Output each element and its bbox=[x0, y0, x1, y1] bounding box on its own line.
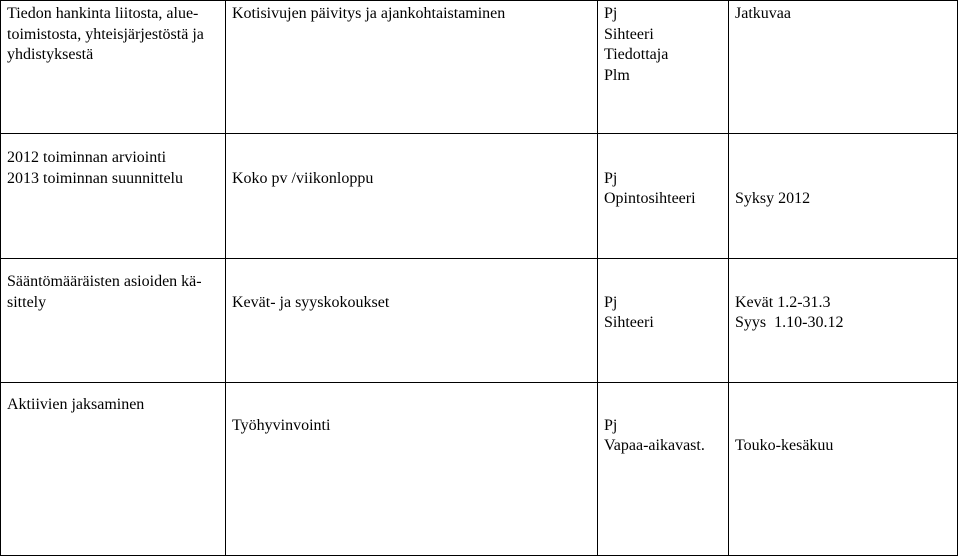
topic-text: sittely bbox=[7, 293, 47, 311]
timing-cell bbox=[729, 134, 958, 259]
responsible-text: Vapaa-aikavast. bbox=[604, 437, 705, 454]
blank-line bbox=[735, 169, 957, 190]
responsible-text: Pj bbox=[604, 293, 618, 311]
activity-cell bbox=[226, 134, 598, 259]
topic-cell bbox=[1, 259, 226, 383]
table-row bbox=[1, 1, 958, 134]
responsible-cell bbox=[598, 383, 729, 556]
topic-text: 2012 toiminnan arviointi bbox=[7, 149, 167, 166]
topic-cell bbox=[1, 383, 226, 556]
activity-cell bbox=[226, 1, 598, 134]
responsible-text: Pj bbox=[604, 169, 618, 187]
responsible-text: Pj bbox=[604, 416, 618, 434]
responsible-text: Plm bbox=[604, 66, 630, 84]
blank-line bbox=[604, 395, 728, 416]
activity-cell bbox=[226, 259, 598, 383]
blank-line bbox=[604, 272, 728, 293]
blank-line bbox=[735, 395, 957, 416]
timing-text: Kevät 1.2-31.3 bbox=[735, 293, 831, 311]
topic-text: yhdistyksestä bbox=[7, 46, 94, 63]
topic-text: toimistosta, yhteisjärjestöstä ja bbox=[7, 25, 204, 43]
responsible-cell bbox=[598, 134, 729, 259]
topic-cell bbox=[1, 134, 226, 259]
activity-text: Työhyvinvointi bbox=[232, 416, 331, 434]
table-row bbox=[1, 383, 958, 556]
blank-line bbox=[735, 272, 957, 293]
responsible-text: Sihteeri bbox=[604, 25, 654, 43]
activity-cell bbox=[226, 383, 598, 556]
timing-cell bbox=[729, 1, 958, 134]
topic-text: Tiedon hankinta liitosta, alue- bbox=[7, 5, 199, 22]
blank-line bbox=[735, 416, 957, 437]
activity-text: Kevät- ja syyskokoukset bbox=[232, 293, 390, 311]
blank-line bbox=[232, 272, 597, 293]
activity-text: Kotisivujen päivitys ja ajankohtaistaminen bbox=[232, 5, 506, 22]
topic-cell bbox=[1, 1, 226, 134]
timing-text: Syys 1.10-30.12 bbox=[735, 314, 844, 331]
timing-text: Touko-kesäkuu bbox=[735, 437, 834, 454]
responsible-text: Pj bbox=[604, 5, 618, 22]
responsible-cell bbox=[598, 259, 729, 383]
topic-text: Sääntömääräisten asioiden kä- bbox=[7, 273, 202, 290]
responsible-cell bbox=[598, 1, 729, 134]
blank-line bbox=[735, 148, 957, 169]
table-row bbox=[1, 134, 958, 259]
timing-cell bbox=[729, 383, 958, 556]
responsible-text: Sihteeri bbox=[604, 314, 654, 331]
blank-line bbox=[232, 148, 597, 169]
topic-text: Aktiivien jaksaminen bbox=[7, 396, 145, 413]
blank-line bbox=[232, 395, 597, 416]
timing-text: Jatkuvaa bbox=[735, 5, 791, 22]
timing-text: Syksy 2012 bbox=[735, 190, 811, 207]
responsible-text: Tiedottaja bbox=[604, 46, 669, 63]
timing-cell bbox=[729, 259, 958, 383]
table-row bbox=[1, 259, 958, 383]
blank-line bbox=[604, 148, 728, 169]
responsible-text: Opintosihteeri bbox=[604, 190, 696, 207]
activity-text: Koko pv /viikonloppu bbox=[232, 169, 374, 187]
topic-text: 2013 toiminnan suunnittelu bbox=[7, 169, 183, 187]
